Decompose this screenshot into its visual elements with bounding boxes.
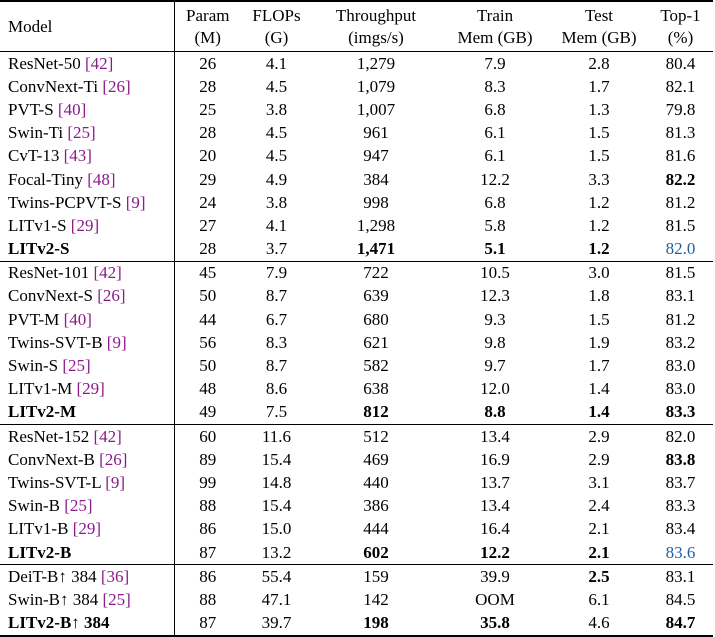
cell-throughput: 998 [363,192,389,212]
header-train-mem-line2: Mem (GB) [457,27,533,47]
cell-train-mem: 5.1 [484,239,506,259]
cell-flops: 8.7 [265,356,288,376]
cell-flops: 15.4 [261,496,292,516]
model-name: ResNet-50 [8,53,85,73]
cell-train-mem: 5.8 [484,215,506,235]
cell-throughput: 469 [363,449,389,469]
header-flops [241,1,312,52]
citation-link[interactable]: [40] [57,99,87,119]
model-name: PVT-S [8,99,58,119]
cell-throughput: 639 [363,286,389,306]
cell-top1: 83.3 [665,496,696,516]
cell-param: 48 [174,378,241,401]
cell-model [0,541,174,565]
cell-test-mem: 1.2 [588,215,610,235]
cell-test-mem: 3.0 [588,263,610,283]
cell-param: 50 [174,354,241,377]
cell-top1: 83.7 [665,472,696,492]
model-name: LITv2-S [8,239,70,259]
cell-throughput: 444 [363,519,389,539]
cell-throughput: 1,279 [356,53,396,73]
cell-top1: 83.0 [665,356,696,376]
header-param-line2: (M) [194,27,221,47]
model-name: ResNet-152 [8,426,94,446]
cell-model [0,495,174,518]
cell-throughput: 1,471 [356,239,396,259]
row-group [0,425,713,565]
citation-link[interactable]: [25] [67,123,96,143]
header-row [0,1,713,52]
citation-link[interactable]: [36] [100,566,130,586]
table-row [0,588,713,611]
cell-throughput: 384 [363,169,389,189]
cell-model [0,471,174,494]
table-row [0,565,713,589]
cell-train-mem: 9.3 [484,309,506,329]
cell-flops: 11.6 [261,426,292,446]
cell-test-mem: 1.2 [588,192,610,212]
cell-model [0,122,174,145]
cell-top1: 84.5 [665,589,696,609]
table-row [0,448,713,471]
cell-throughput: 142 [363,589,389,609]
model-name: CvT-13 [8,146,64,166]
cell-train-mem: 12.2 [480,542,510,562]
cell-test-mem: 1.2 [588,239,610,259]
table-row [0,425,713,449]
cell-flops: 39.7 [261,613,292,633]
cell-test-mem: 1.4 [588,402,610,422]
cell-test-mem: 2.8 [588,53,610,73]
cell-model [0,168,174,191]
cell-param: 29 [174,168,241,191]
cell-model [0,448,174,471]
table-header [0,1,713,52]
cell-test-mem: 1.5 [588,309,610,329]
cell-top1: 81.6 [665,146,696,166]
row-group [0,52,713,262]
cell-param: 56 [174,331,241,354]
model-name: Swin-S [8,356,63,376]
cell-flops: 15.4 [261,449,292,469]
cell-model [0,565,174,589]
header-model: Model [8,16,53,36]
cell-throughput: 947 [363,146,389,166]
cell-param: 28 [174,238,241,262]
cell-train-mem: 9.7 [484,356,506,376]
table-row [0,612,713,636]
cell-param: 87 [174,541,241,565]
cell-flops: 14.8 [261,472,292,492]
row-group [0,565,713,636]
cell-throughput: 812 [363,402,389,422]
model-name: LITv2-M [8,402,76,422]
cell-top1: 82.0 [665,239,696,259]
cell-train-mem: 10.5 [480,263,510,283]
header-train-mem [440,1,550,52]
cell-flops: 8.7 [265,286,288,306]
cell-model [0,98,174,121]
cell-test-mem: 2.9 [588,426,610,446]
citation-link[interactable]: [48] [87,169,116,189]
cell-throughput: 602 [363,542,389,562]
cell-test-mem: 2.1 [588,542,610,562]
table-row [0,98,713,121]
cell-throughput: 198 [363,613,389,633]
model-name: ConvNext-S [8,286,98,306]
model-name: PVT-M [8,309,64,329]
table-row [0,285,713,308]
cell-top1: 84.7 [665,613,696,633]
cell-model [0,331,174,354]
cell-flops: 3.7 [265,239,288,259]
header-test-mem [550,1,648,52]
model-name: LITv2-B [8,542,72,562]
cell-flops: 8.3 [265,332,288,352]
model-name: ConvNext-B [8,449,100,469]
cell-throughput: 722 [363,263,389,283]
cell-model [0,75,174,98]
header-top1-line2: (%) [667,27,694,47]
model-name: Twins-PCPVT-S [8,192,126,212]
cell-test-mem: 2.9 [588,449,610,469]
cell-param: 25 [174,98,241,121]
cell-throughput: 159 [363,566,389,586]
cell-train-mem: 12.0 [480,379,510,399]
cell-param: 49 [174,401,241,425]
header-train-mem-line1: Train [476,5,514,25]
citation-link[interactable]: [42] [93,263,122,283]
cell-flops: 3.8 [265,192,288,212]
cell-top1: 81.5 [665,215,696,235]
cell-param: 99 [174,471,241,494]
table-row [0,191,713,214]
cell-param: 28 [174,122,241,145]
cell-param: 28 [174,75,241,98]
cell-model [0,612,174,636]
cell-model [0,261,174,285]
cell-top1: 81.2 [665,309,696,329]
cell-train-mem: 13.7 [480,472,510,492]
cell-flops: 7.9 [265,263,288,283]
cell-flops: 6.7 [265,309,288,329]
model-name: LITv1-S [8,215,71,235]
cell-top1: 83.3 [665,402,696,422]
cell-flops: 47.1 [261,589,292,609]
header-top1 [648,1,713,52]
cell-test-mem: 1.9 [588,332,610,352]
cell-test-mem: 1.8 [588,286,610,306]
citation-link[interactable]: [9] [125,192,146,212]
cell-train-mem: 6.1 [484,123,506,143]
cell-test-mem: 1.3 [588,99,610,119]
header-throughput [312,1,440,52]
header-throughput-line1: Throughput [335,5,417,25]
citation-link[interactable]: [29] [76,379,105,399]
cell-test-mem: 1.7 [588,356,610,376]
cell-throughput: 512 [363,426,389,446]
model-name: Twins-SVT-L [8,472,106,492]
cell-test-mem: 6.1 [588,589,610,609]
cell-flops: 4.1 [265,215,288,235]
citation-link[interactable]: [9] [105,472,126,492]
citation-link[interactable]: [25] [62,356,91,376]
cell-model [0,191,174,214]
cell-train-mem: 16.4 [480,519,510,539]
table-row [0,471,713,494]
table-row [0,238,713,262]
cell-throughput: 680 [363,309,389,329]
cell-model [0,354,174,377]
model-name: LITv1-B [8,519,73,539]
cell-throughput: 621 [363,332,389,352]
cell-top1: 82.2 [665,169,696,189]
cell-param: 44 [174,308,241,331]
cell-param: 88 [174,495,241,518]
cell-train-mem: 6.1 [484,146,506,166]
citation-link[interactable]: [25] [102,589,131,609]
cell-flops: 13.2 [261,542,292,562]
cell-model [0,588,174,611]
cell-test-mem: 2.5 [588,566,610,586]
header-param-line1: Param [186,5,230,25]
cell-train-mem: 8.3 [484,76,506,96]
cell-param: 24 [174,191,241,214]
cell-top1: 81.2 [665,192,696,212]
header-top1-line1: Top-1 [660,5,701,25]
header-test-mem-line2: Mem (GB) [561,27,637,47]
model-name: Focal-Tiny [8,169,88,189]
cell-train-mem: 6.8 [484,99,506,119]
cell-model [0,401,174,425]
cell-train-mem: 35.8 [480,613,510,633]
cell-flops: 8.6 [265,379,288,399]
cell-top1: 81.5 [665,263,696,283]
cell-flops: 4.5 [265,123,288,143]
cell-flops: 4.9 [265,169,288,189]
cell-train-mem: 12.2 [480,169,510,189]
cell-throughput: 961 [363,123,389,143]
cell-test-mem: 1.7 [588,76,610,96]
cell-model [0,52,174,76]
table-row [0,541,713,565]
cell-model [0,285,174,308]
cell-throughput: 582 [363,356,389,376]
table-row [0,75,713,98]
cell-train-mem: OOM [475,589,515,609]
cell-param: 27 [174,214,241,237]
model-name: Twins-SVT-B [8,332,107,352]
cell-flops: 7.5 [265,402,288,422]
cell-param: 88 [174,588,241,611]
cell-train-mem: 13.4 [480,496,510,516]
citation-link[interactable]: [26] [102,76,131,96]
table-row [0,308,713,331]
citation-link[interactable]: [29] [72,519,102,539]
cell-model [0,378,174,401]
cell-train-mem: 13.4 [480,426,510,446]
citation-link[interactable]: [43] [63,146,92,166]
cell-test-mem: 3.1 [588,472,610,492]
table-row [0,214,713,237]
cell-top1: 79.8 [665,99,696,119]
cell-flops: 4.1 [265,53,288,73]
cell-test-mem: 1.5 [588,123,610,143]
cell-test-mem: 3.3 [588,169,610,189]
cell-model [0,238,174,262]
cell-train-mem: 7.9 [484,53,506,73]
cell-train-mem: 8.8 [484,402,506,422]
cell-param: 87 [174,612,241,636]
cell-top1: 83.6 [665,542,696,562]
table-row [0,401,713,425]
citation-link[interactable]: [29] [70,215,100,235]
model-name: DeiT-B↑ 384 [8,566,101,586]
cell-train-mem: 6.8 [484,192,506,212]
cell-model [0,214,174,237]
cell-train-mem: 9.8 [484,332,506,352]
header-flops-line2: (G) [264,27,289,47]
citation-link[interactable]: [9] [106,332,127,352]
cell-throughput: 440 [363,472,389,492]
cell-test-mem: 1.5 [588,146,610,166]
cell-train-mem: 16.9 [480,449,510,469]
cell-train-mem: 12.3 [480,286,510,306]
model-name: LITv2-B↑ 384 [8,613,110,633]
table-row [0,122,713,145]
header-flops-line1: FLOPs [252,5,301,25]
cell-param: 89 [174,448,241,471]
cell-top1: 83.2 [665,332,696,352]
cell-param: 60 [174,425,241,449]
table-row [0,495,713,518]
row-group [0,261,713,424]
citation-link[interactable]: [42] [93,426,122,446]
cell-top1: 81.3 [665,123,696,143]
cell-train-mem: 39.9 [480,566,510,586]
cell-model [0,518,174,541]
cell-throughput: 1,298 [356,215,396,235]
citation-link[interactable]: [26] [97,286,126,306]
model-name: ResNet-101 [8,263,94,283]
cell-test-mem: 1.4 [588,379,610,399]
cell-test-mem: 2.4 [588,496,610,516]
citation-link[interactable]: [40] [63,309,92,329]
table-row [0,378,713,401]
cell-top1: 82.1 [665,76,696,96]
cell-throughput: 386 [363,496,389,516]
cell-top1: 80.4 [665,53,696,73]
header-test-mem-line1: Test [584,5,614,25]
table-row [0,331,713,354]
cell-test-mem: 4.6 [588,613,610,633]
citation-link[interactable]: [25] [64,496,93,516]
cell-flops: 15.0 [261,519,292,539]
cell-top1: 83.4 [665,519,696,539]
header-throughput-line2: (imgs/s) [348,27,404,47]
cell-top1: 83.1 [665,286,696,306]
cell-flops: 4.5 [265,76,288,96]
cell-param: 20 [174,145,241,168]
cell-param: 50 [174,285,241,308]
cell-top1: 83.8 [665,449,696,469]
cell-top1: 83.1 [665,566,696,586]
model-name: Swin-B↑ 384 [8,589,103,609]
table-row [0,52,713,76]
table-row [0,168,713,191]
model-name: ConvNext-Ti [8,76,103,96]
cell-model [0,308,174,331]
cell-top1: 83.0 [665,379,696,399]
table-row [0,145,713,168]
cell-model [0,425,174,449]
citation-link[interactable]: [26] [99,449,128,469]
table-row [0,354,713,377]
citation-link[interactable]: [42] [84,53,114,73]
table-row [0,518,713,541]
model-name: Swin-B [8,496,65,516]
model-name: LITv1-M [8,379,77,399]
header-param [174,1,241,52]
cell-param: 86 [174,565,241,589]
cell-throughput: 1,079 [356,76,396,96]
table-row [0,261,713,285]
cell-flops: 4.5 [265,146,288,166]
cell-param: 86 [174,518,241,541]
model-name: Swin-Ti [8,123,68,143]
cell-top1: 82.0 [665,426,696,446]
cell-throughput: 638 [363,379,389,399]
cell-param: 26 [174,52,241,76]
cell-flops: 55.4 [261,566,292,586]
cell-throughput: 1,007 [356,99,396,119]
cell-model [0,145,174,168]
cell-param: 45 [174,261,241,285]
cell-test-mem: 2.1 [588,519,610,539]
cell-flops: 3.8 [265,99,288,119]
